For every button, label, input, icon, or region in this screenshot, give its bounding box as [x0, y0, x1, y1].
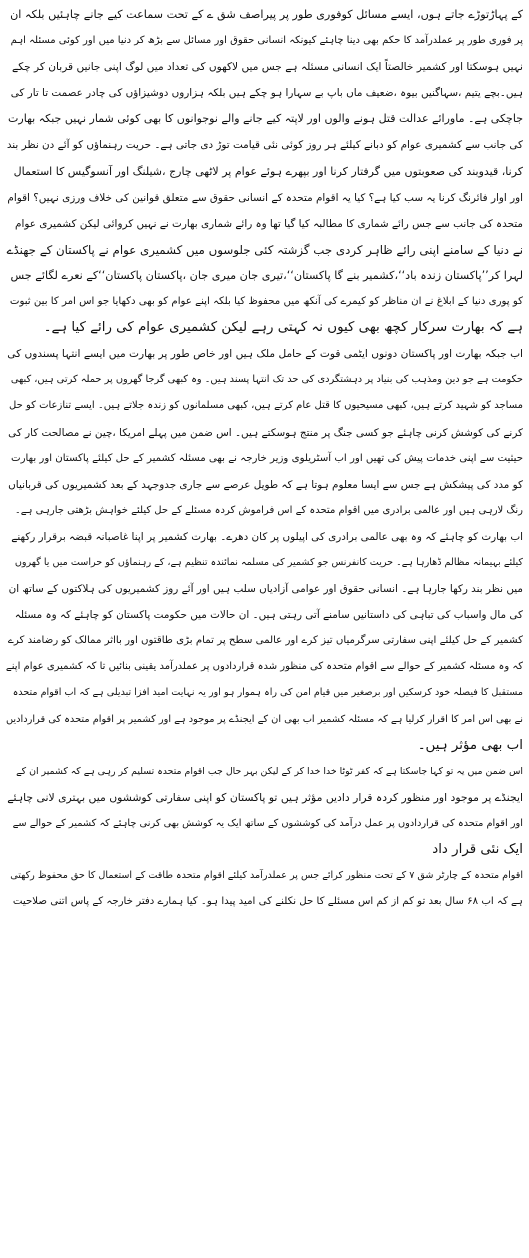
text-line: اب بھی مؤثر ہیں۔ — [417, 737, 523, 753]
article-paragraph — [6, 863, 523, 915]
text-line: نہیں ہوسکتا اور کشمیر خالصتاً ایک انسانی مسئلہ ہے جس میں لاکھوں کی تعداد میں لوگ اپنی جانیں قربان کر چکے — [12, 61, 523, 74]
article-paragraph — [6, 341, 523, 524]
text-line: کرنا، قیدوبند کی صعوبتوں میں گرفتار کرنا اور بپھرے ہوئے عوام پر لاٹھی چارج ،شیلنگ اور آنسوگیس کا استعمال — [13, 164, 523, 178]
text-line: حیثیت سے اپنی خدمات پیش کی تھیں اور اب آسٹریلوی وزیر خارجہ نے بھی مسئلہ کشمیر کے حل کیلئے پاکستان اور بھارت — [11, 452, 523, 464]
text-line: اور اقوام متحدہ کی قراردادوں پر عمل درآمد کی کوششوں کے ساتھ ایک یہ کوشش بھی کرنی چاہئے کہ کشمیر کے حوالے سے — [12, 817, 523, 829]
text-line: میں نظر بند رکھا جارہا ہے۔ انسانی حقوق اور عوامی آزادیاں سلب ہیں اور آئے روز کشمیریوں کی ہلاکتوں کے ساتھ ان — [8, 583, 523, 596]
text-line: کے پہاڑتوڑے جاتے ہوں، ایسے مسائل کوفوری طور پر پیراصف شق ے کے تحت سماعت کیے جانے چاہئیں بلکہ ان — [10, 8, 523, 21]
text-line: نے دنیا کے سامنے اپنی رائے ظاہر کردی جب گزشتہ کئی جلوسوں میں کشمیری عوام نے پاکستان کے جھنڈے — [6, 242, 523, 257]
text-line: کی مال واسباب کی تباہی کی داستانیں سامنے آتی رہتی ہیں۔ ان حالات میں حکومت پاکستان کو چاہئے کہ وہ مسئلہ — [14, 609, 523, 622]
text-line: کہ وہ مسئلہ کشمیر کے حوالے سے اقوام متحدہ کی منظور شدہ قراردادوں پر عملدرآمد یقینی بنائیں تا کہ کشمیری عوام اپنے — [6, 661, 523, 673]
text-line: اقوام متحدہ کے چارٹر شق ۷ کے تحت منظور کرائے جس پر عملدرآمد کیلئے اقوام متحدہ طاقت کے استعمال کا حق محفوظ رکھتی — [10, 870, 523, 882]
text-line: پر فوری طور پر عملدرآمد کا حکم بھی دینا چاہئے کیونکہ انسانی حقوق اور مسائل سے بڑھ کر دنیا میں اور کوئی مسئلہ اہم — [10, 35, 523, 47]
text-line: نے بھی اس امر کا اقرار کرلیا ہے کہ مسئلہ کشمیر اب بھی ان کے ایجنڈے پر موجود ہے اور کشمیر پر اقوام متحدہ کی قراردادیں — [6, 713, 523, 725]
text-line: اور اوار فائرنگ کرنا یہ سب کیا ہے؟ کیا یہ اقوام متحدہ کے انسانی حقوق سے متعلق قوانین کی خلاف ورزی نہیں؟ اقوام — [7, 191, 523, 204]
text-line: کو پوری دنیا کے ابلاغ نے ان مناظر کو کیمرے کی آنکھ میں محفوظ کیا بلکہ اپنے عوام کو بھی دکھایا جو اس امر کا بین ثبوت — [9, 296, 523, 308]
text-line: اب جبکہ بھارت اور پاکستان دونوں ایٹمی قوت کے حامل ملک ہیں اور خاص طور پر بھارت میں ایسے انتہا پسندوں کی — [7, 348, 523, 361]
text-line: ہیں۔بچے یتیم ،سہاگنیں بیوہ ،ضعیف ماں باپ بے سہارا ہو چکے ہیں بلکہ ہزاروں دوشیزاؤں کی چادر عصمت تا تار کی — [10, 87, 523, 100]
text-line: اس ضمن میں یہ تو کہا جاسکتا ہے کہ کفر ٹوٹا خدا خدا کر کے لیکن بہر حال جب اقوام متحدہ تسلیم کر رہی ہے کہ کشمیر ان کے — [16, 765, 523, 777]
text-line: کشمیر کے حل کیلئے اپنی سفارتی سرگرمیاں تیز کرے اور عالمی سطح پر تمام بڑی طاقتوں اور بااثر ممالک کو رضامند کرے — [7, 635, 523, 647]
text-line: ہے کہ اب ۶۸ سال بعد تو کم از کم اس مسئلے کا حل نکلنے کی امید پیدا ہو۔ کیا ہمارے دفتر خارجہ کے پاس اتنی صلاحیت — [12, 896, 523, 908]
text-line: رنگ لارہی ہیں اور عالمی برادری میں اقوام متحدہ کے اس فراموش کردہ مسئلے کے حل کیلئے خواہش بڑھتی جارہی ہے۔ — [14, 504, 523, 516]
text-line: متحدہ کی جانب سے جس رائے شماری کا مطالبہ کیا گیا تھا وہ رائے شماری بھارت نے نہیں کروائی لیکن کشمیری عوام — [15, 217, 523, 230]
text-line: مستقبل کا فیصلہ خود کرسکیں اور برصغیر میں قیام امن کی راہ ہموار ہو اور یہ نہایت امید افزا تبدیلی ہے کہ اب اقوام متحدہ — [12, 687, 523, 699]
text-line: مساجد کو شہید کرتے ہیں، کبھی مسیحیوں کا قتل عام کرتے ہیں، کبھی مسلمانوں کو زندہ جلاتے ہیں۔ ایسے تنازعات کو حل — [9, 400, 523, 412]
article-paragraph — [6, 2, 523, 341]
text-line: کی جانب سے کشمیری عوام کو دبانے کیلئے ہر روز کوئی نئی قیامت توڑ دی جاتی ہے۔ حریت رہنماؤں کو آئے دن نظر بند — [6, 139, 523, 152]
text-line: ایک نئی قرار داد — [432, 842, 523, 857]
text-line: کرنے کی کوشش کرنی چاہئے جو کسی جنگ پر منتج ہوسکتے ہیں۔ اس ضمن میں پہلے امریکا ،چین نے مصالحت کار کی — [8, 426, 523, 439]
text-line: لہرا کر’’پاکستان زندہ باد‘‘،کشمیر بنے گا پاکستان‘‘،تیری جان میری جان ،پاکستان پاکستان‘‘کے نعرے لگائے جس — [10, 268, 523, 282]
article-paragraph — [6, 524, 523, 759]
text-line: اب بھارت کو چاہئے کہ وہ بھی عالمی برادری کی اپیلوں پر کان دھرے۔ بھارت کشمیر پر اپنا غاصبانہ قبضہ برقرار رکھنے — [11, 530, 523, 543]
text-line: کو مدد کی پیشکش ہے جس سے ایسا معلوم ہوتا ہے کہ طویل عرصے سے جاری جدوجہد کے بعد کشمیریوں کی قربانیاں — [8, 478, 523, 491]
text-line: جاچکی ہے۔ ماورائے عدالت قتل ہونے والوں اور لاپتہ کیے جانے والے نوجوانوں کا بھی کوئی شمار نہیں جبکہ بھارت — [8, 112, 523, 126]
text-line: حکومت ہے جو دین ومذہب کی بنیاد پر دہشتگردی کی حد تک انتہا پسند ہیں۔ وہ کبھی گرجا گھروں پر حملہ کرتی ہیں، کبھی — [10, 374, 523, 386]
text-line: کیلئے بہیمانہ مظالم ڈھارہا ہے۔ حریت کانفرنس جو کشمیر کی مسلمہ نمائندہ تنظیم ہے، کے رہنماؤں کو حراست میں یا گھروں — [14, 556, 523, 568]
text-line: ایجنڈے پر موجود اور منظور کردہ قرار دادیں مؤثر ہیں تو پاکستان کو اپنی سفارتی کوششوں میں بہتری لانی چاہئے — [7, 790, 523, 804]
article-paragraph — [6, 759, 523, 863]
text-line: ہے کہ بھارت سرکار کچھ بھی کیوں نہ کہتی رہے لیکن کشمیری عوام کی رائے کیا ہے۔ — [43, 320, 523, 336]
